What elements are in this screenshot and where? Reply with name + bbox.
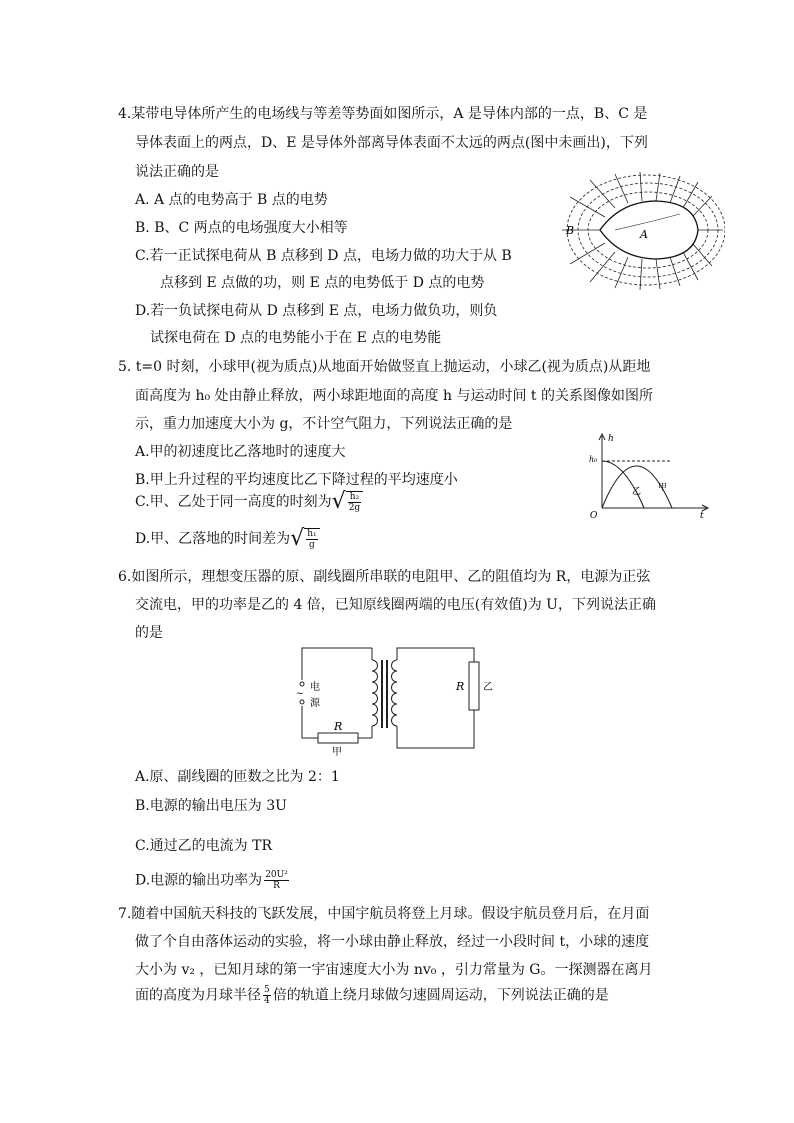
q5-stem-line-1: 5. t=0 时刻，小球甲(视为质点)从地面开始做竖直上抛运动，小球乙(视为质点)从距地 [118, 359, 651, 375]
q5-option-c-text: C.甲、乙处于同一高度的时刻为 [135, 494, 332, 510]
ac-symbol: ~ [296, 689, 304, 699]
q7-line-4-post: 倍的轨道上绕月球做匀速圆周运动，下列说法正确的是 [272, 987, 609, 1004]
q4-stem-line-3: 说法正确的是 [135, 164, 219, 180]
frac-denominator: g [309, 540, 315, 550]
resistor-jia-label: 甲 [332, 747, 342, 758]
q4-option-d-line-2: 试探电荷在 D 点的电势能小于在 E 点的电势能 [150, 330, 442, 346]
fraction [264, 870, 289, 891]
label-a: A [640, 228, 648, 241]
q7-line-4 [135, 985, 609, 1006]
q5-stem-line-2: 面高度为 h₀ 处由静止释放，两小球距地面的高度 h 与运动时间 t 的关系图像如图所 [135, 388, 653, 404]
fraction [263, 985, 271, 1006]
q4-stem-line-1: 4.某带电导体所产生的电场线与等差等势面如图所示，A 是导体内部的一点，B、C 是 [118, 106, 648, 122]
transformer-circuit [288, 638, 500, 760]
q5-option-b: B.甲上升过程的平均速度比乙下降过程的平均速度小 [135, 472, 458, 488]
q6-option-b: B.电源的输出电压为 3U [135, 798, 287, 814]
axis-t-label: t [700, 511, 704, 520]
axis-h-label: h [608, 434, 614, 444]
q6-stem-line-3: 的是 [135, 625, 163, 641]
sqrt-expression: √ $\frac{\text{h₂}}{2g}$ [332, 491, 364, 513]
frac-denominator: R [273, 881, 280, 891]
frac-denominator: 2g [348, 503, 361, 513]
q5-option-d-text: D.甲、乙落地的时间差为 [135, 531, 291, 547]
q7-line-3: 大小为 v₂ ，已知月球的第一宇宙速度大小为 nv₀ ，引力常量为 G。一探测器在离月 [135, 962, 653, 978]
q5-stem-line-3: 示，重力加速度大小为 g，不计空气阻力，下列说法正确的是 [135, 416, 513, 432]
frac-numerator: h₂ [348, 492, 362, 503]
q4-option-c-line-2: 点移到 E 点做的功，则 E 点的电势低于 D 点的电势 [160, 275, 485, 291]
q4-option-b: B. B、C 两点的电场强度大小相等 [135, 220, 348, 236]
q7-line-2: 做了个自由落体运动的实验，将一小球由静止释放，经过一小段时间 t，小球的速度 [135, 934, 650, 950]
curve-jia-label: 甲 [658, 483, 668, 493]
q4-option-c-line-1: C.若一正试探电荷从 B 点移到 D 点，电场力做的功大于从 B [135, 248, 512, 264]
q6-option-a: A.原、副线圈的匝数之比为 2：1 [135, 769, 340, 785]
q7-line-4-pre: 面的高度为月球半径 [135, 987, 261, 1004]
curve-yi-label: 乙 [632, 487, 642, 497]
q6-option-d-text: D.电源的输出功率为 [135, 872, 263, 889]
h0-label: h₀ [589, 455, 598, 464]
frac-numerator: h₁ [307, 529, 317, 539]
q6-stem-line-2: 交流电，甲的功率是乙的 4 倍，已知原线圈两端的电压(有效值)为 U，下列说法正确 [135, 597, 656, 613]
q4-option-a: A. A 点的电势高于 B 点的电势 [135, 192, 328, 208]
q5-option-c [135, 491, 363, 513]
label-b: B [566, 224, 575, 237]
resistor-r-right: R [456, 680, 465, 693]
source-label-2: 源 [310, 698, 320, 709]
q6-stem-line-1: 6.如图所示，理想变压器的原、副线圈所串联的电阻甲、乙的阻值均为 R，电源为正弦 [118, 569, 651, 585]
height-time-graph [588, 430, 713, 520]
q5-option-d [135, 528, 320, 550]
q7-line-1: 7.随着中国航天科技的飞跃发展，中国宇航员将登上月球。假设宇航员登月后，在月面 [118, 906, 650, 922]
origin-label: O [590, 511, 598, 520]
q4-stem-line-2: 导体表面上的两点，D、E 是导体外部离导体表面不太远的两点(图中未画出)，下列 [135, 135, 648, 151]
q5-option-a: A.甲的初速度比乙落地时的速度大 [135, 444, 346, 460]
frac-numerator: 5 [264, 985, 270, 995]
q4-option-d-line-1: D.若一负试探电荷从 D 点移到 E 点，电场力做负功，则负 [135, 303, 498, 319]
source-label-1: 电 [310, 682, 320, 693]
electric-field-figure [560, 172, 725, 290]
resistor-r-left: R [334, 720, 343, 733]
resistor-yi-label: 乙 [483, 682, 493, 693]
frac-denominator: 4 [264, 996, 270, 1006]
q6-option-c: C.通过乙的电流为 TR [135, 838, 272, 854]
q6-option-d [135, 870, 291, 891]
sqrt-expression: √ $\frac{\text{h₁}}{g}$ [290, 528, 319, 550]
frac-numerator: 20U² [265, 870, 288, 880]
